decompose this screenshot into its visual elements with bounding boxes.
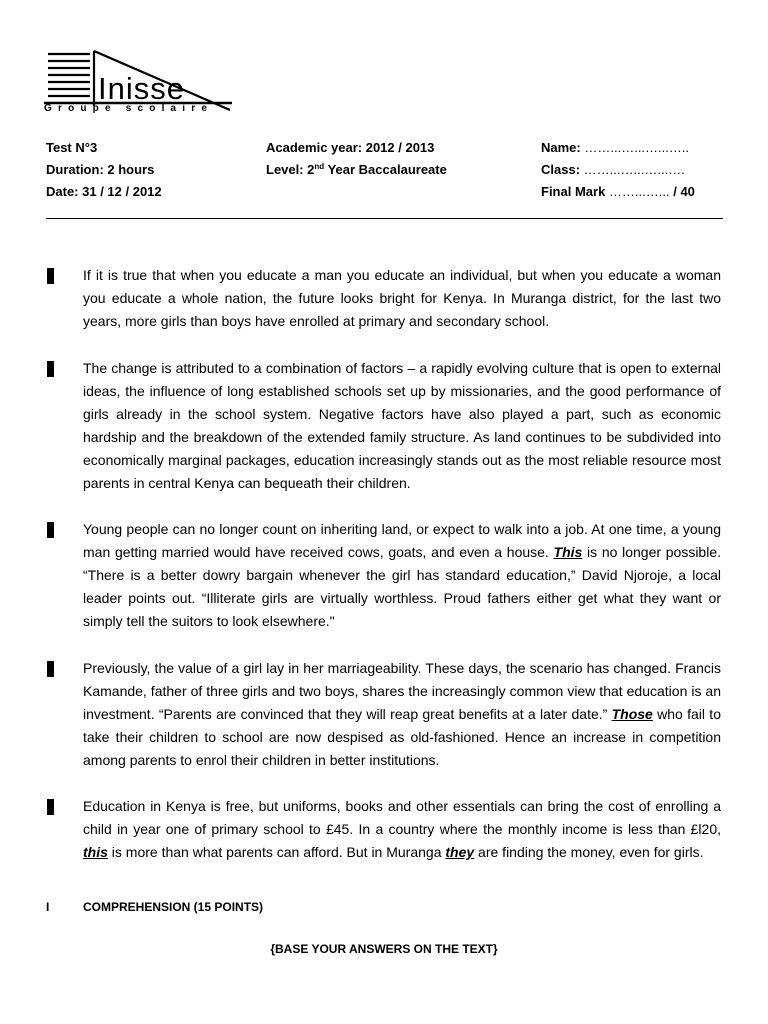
class-label: Class: [541, 162, 581, 177]
logo-name: Inisse [98, 71, 185, 106]
paragraph-text: is no longer possible. “There is a better dowry bargain whenever the girl has standard education,” David Njoroje, a local leader points out. “Illiterate girls are virtually worthless. Proud fathers either get what they want or simply tell the suitors to look elsewhere." [83, 544, 721, 629]
level-superscript: nd [314, 162, 325, 171]
student-info-column [541, 137, 695, 203]
header-divider [46, 218, 723, 219]
paragraph-marker [47, 268, 54, 284]
section-instruction: {BASE YOUR ANSWERS ON THE TEXT} [270, 942, 498, 956]
name-blank[interactable]: ……...…...…...….. [584, 140, 690, 155]
section-title: COMPREHENSION (15 POINTS) [83, 900, 264, 914]
paragraph-text: who fail to take their children to school are now despised as old-fashioned. Hence an increase in competition among parents to enrol their children in better institutions. [83, 706, 721, 768]
paragraph-text: Previously, the value of a girl lay in her marriageability. These days, the scenario has changed. Francis Kamande, father of three girls and two boys, shares the increasingly common view that education is an investment. “Parents are convinced that they will reap great benefits at a later date.” [83, 660, 721, 722]
paragraph-text: is more than what parents can afford. But in Muranga [107, 844, 446, 860]
paragraph-text: Young people can no longer count on inheriting land, or expect to walk into a job. At one time, a young man getting married would have received cows, goats, and even a house. [83, 521, 721, 560]
paragraph-4 [83, 657, 721, 772]
paragraph-text: Education in Kenya is free, but uniforms, books and other essentials can bring the cost of enrolling a child in year one of primary school to £45. In a country where the monthly income is less than £l20, [83, 798, 721, 837]
course-info-column [266, 137, 447, 181]
academic-year: Academic year: 2012 / 2013 [266, 140, 435, 155]
final-mark-label: Final Mark [541, 184, 606, 199]
paragraph-5 [83, 795, 721, 864]
test-date: Date: 31 / 12 / 2012 [46, 184, 162, 199]
paragraph-marker [47, 361, 54, 377]
test-info-column [46, 137, 162, 203]
paragraph-marker [47, 522, 54, 538]
paragraph-2: The change is attributed to a combination of factors – a rapidly evolving culture that is open to external ideas, the influence of long established schools set up by missionaries, and the good performance of girls already in the school system. Negative factors have also played a part, such as economic hardship and the breakdown of the extended family structure. As land continues to be subdivided into economically marginal packages, education increasingly stands out as the most reliable resource most parents in central Kenya can bequeath their children. [83, 360, 721, 491]
test-duration: Duration: 2 hours [46, 162, 155, 177]
class-field[interactable] [541, 159, 695, 181]
final-mark-field[interactable] [541, 181, 695, 203]
reference-word: this [83, 844, 108, 860]
paragraph-marker [47, 799, 54, 815]
paragraph-marker [47, 661, 54, 677]
school-logo [36, 46, 236, 118]
final-mark-total: / 40 [673, 184, 695, 199]
name-field[interactable] [541, 137, 695, 159]
paragraph-3 [83, 518, 721, 633]
level-prefix: Level: 2 [266, 162, 315, 177]
logo-subtitle: Groupe scolaire [44, 103, 214, 114]
paragraph-text: are finding the money, even for girls. [474, 844, 704, 860]
paragraph-1: If it is true that when you educate a man you educate an individual, but when you educate a woman you educate a whole nation, the future looks bright for Kenya. In Muranga district, for the last two years, more girls than boys have enrolled at primary and secondary school. [83, 267, 721, 329]
test-number: Test N°3 [46, 140, 98, 155]
reference-word: Those [611, 706, 653, 722]
level [266, 159, 447, 181]
reference-word: This [553, 544, 583, 560]
level-suffix: Year Baccalaureate [324, 162, 447, 177]
final-mark-blank[interactable]: ……...…... [608, 184, 670, 199]
name-label: Name: [541, 140, 581, 155]
reference-word: they [445, 844, 475, 860]
class-blank[interactable]: ……...…...…...…. [583, 162, 685, 177]
section-number: I [46, 900, 50, 914]
